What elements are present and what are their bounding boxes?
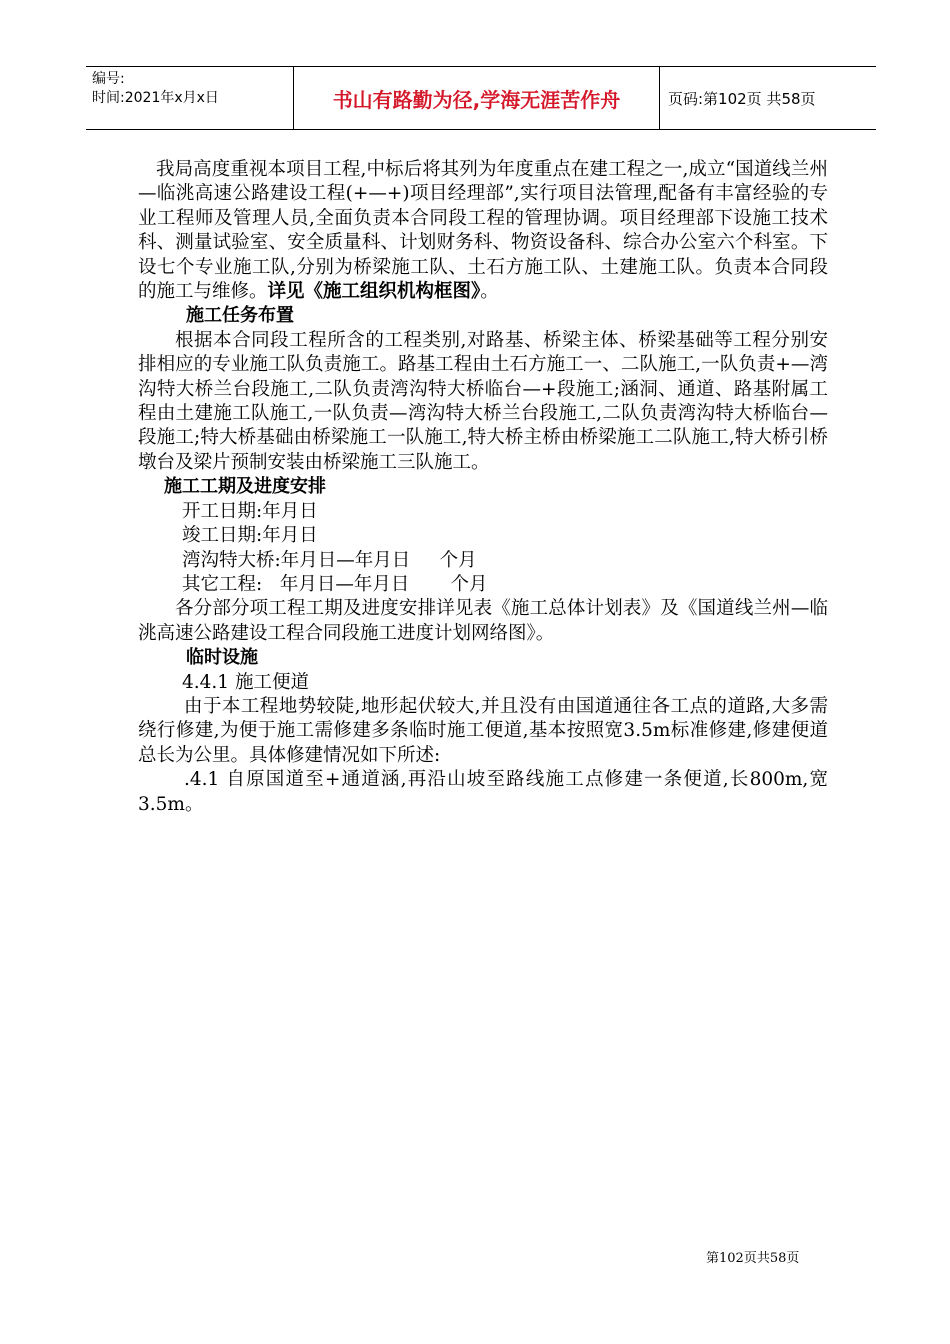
header-meta [86, 67, 294, 129]
page-header [86, 66, 876, 130]
line-start-date: 开工日期:年月日 [182, 500, 318, 522]
document-body [138, 158, 828, 817]
heading-temporary-facilities: 临时设施 [186, 647, 258, 669]
line-other-duration: 其它工程: 年月日—年月日 个月 [182, 573, 488, 595]
header-motto: 书山有路勤为径,学海无涯苦作舟 [294, 67, 660, 129]
subheading-access-road: 4.4.1 施工便道 [182, 671, 309, 693]
paragraph-organization [138, 158, 828, 304]
paragraph-organization-bold: 详见《施工组织机构框图》 [267, 281, 481, 303]
time-label: 时间:2021年x月x日 [92, 90, 219, 106]
paragraph-schedule-detail: 各分部分项工程工期及进度安排详见表《施工总体计划表》及《国道线兰州—临洮高速公路建设工程合同段施工进度计划网络图》。 [138, 598, 828, 644]
heading-schedule: 施工工期及进度安排 [164, 476, 326, 498]
paragraph-organization-text: 我局高度重视本项目工程,中标后将其列为年度重点在建工程之一,成立“国道线兰州—临洮高速公路建设工程(+—+)项目经理部”,实行项目法管理,配备有丰富经验的专业工程师及管理人员,全面负责本合同段工程的管理协调。项目经理部下设施工技术科、测量试验室、安全质量科、计划财务科、物资设备科、综合办公室六个科室。下设七个专业施工队,分别为桥梁施工队、土石方施工队、土建施工队。负责本合同段的施工与维修。 [138, 159, 828, 303]
paragraph-task-assignment: 根据本合同段工程所含的工程类别,对路基、桥梁主体、桥梁基础等工程分别安排相应的专业施工队负责施工。路基工程由土石方施工一、二队施工,一队负责+—湾沟特大桥兰台段施工,二队负责湾沟特大桥临台—+段施工;涵洞、通道、路基附属工程由土建施工队施工,一队负责—湾沟特大桥兰台段施工,二队负责湾沟特大桥临台—段施工;特大桥基础由桥梁施工一队施工,特大桥主桥由桥梁施工二队施工,特大桥引桥墩台及梁片预制安装由桥梁施工三队施工。 [138, 329, 828, 473]
number-label: 编号: [92, 71, 125, 87]
paragraph-access-road: 由于本工程地势较陡,地形起伏较大,并且没有由国道通往各工点的道路,大多需绕行修建,为便于施工需修建多条临时施工便道,基本按照宽3.5m标准修建,修建便道总长为公里。具体修建情况如下所述: [138, 695, 828, 766]
line-end-date: 竣工日期:年月日 [182, 525, 318, 547]
paragraph-organization-end: 。 [480, 281, 499, 303]
heading-task-assignment: 施工任务布置 [186, 305, 294, 327]
page-footer: 第102页共58页 [706, 1251, 800, 1266]
paragraph-road-detail: .4.1 自原国道至+通道涵,再沿山坡至路线施工点修建一条便道,长800m,宽3.5m。 [138, 769, 828, 815]
header-page-label: 页码:第102页 共58页 [668, 89, 816, 108]
line-bridge-duration: 湾沟特大桥:年月日—年月日 个月 [182, 549, 477, 571]
